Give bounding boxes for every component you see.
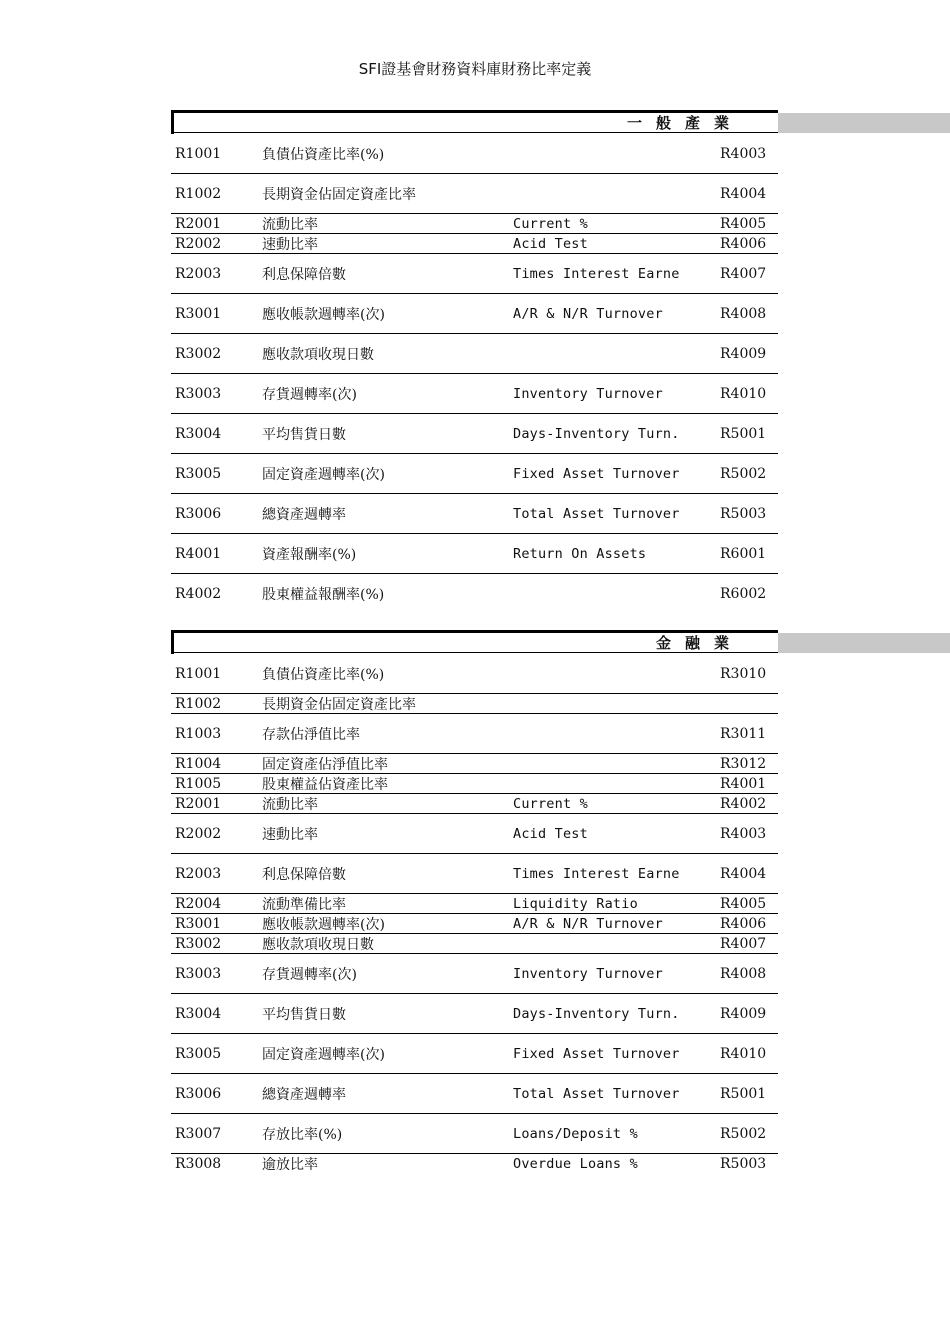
table-row <box>0 174 950 214</box>
table-row <box>0 814 950 854</box>
ratio-name-zh: 利息保障倍數 <box>262 867 346 883</box>
ratio-code: R3002 <box>175 936 222 952</box>
ratio-code: R2001 <box>175 216 222 232</box>
header-shade <box>778 113 950 133</box>
ratio-code: R3006 <box>175 1086 222 1102</box>
ratio-code: R1002 <box>175 186 222 202</box>
ratio-ref-code: R4010 <box>720 386 767 402</box>
ratio-name-en: Fixed Asset Turnover <box>513 466 680 482</box>
ratio-ref-code: R4008 <box>720 966 767 982</box>
ratio-name-en: Current % <box>513 216 588 232</box>
ratio-name-en: A/R & N/R Turnover <box>513 916 663 932</box>
ratio-name-zh: 負債佔資產比率(%) <box>262 667 385 683</box>
table-row <box>0 714 950 754</box>
table-row <box>0 414 950 454</box>
ratio-code: R1002 <box>175 696 222 712</box>
ratio-name-en: Acid Test <box>513 826 588 842</box>
table-row <box>0 374 950 414</box>
ratio-code: R3002 <box>175 346 222 362</box>
ratio-code: R2002 <box>175 236 222 252</box>
ratio-name-zh: 逾放比率 <box>262 1157 318 1173</box>
ratio-name-zh: 應收款項收現日數 <box>262 347 374 363</box>
ratio-ref-code: R4007 <box>720 266 767 282</box>
ratio-code: R2004 <box>175 896 222 912</box>
ratio-ref-code: R5001 <box>720 1086 767 1102</box>
table-row <box>0 1034 950 1074</box>
table-row <box>0 994 950 1034</box>
ratio-ref-code: R4003 <box>720 146 767 162</box>
table-row <box>0 494 950 534</box>
ratio-ref-code: R4007 <box>720 936 767 952</box>
ratio-ref-code: R4006 <box>720 916 767 932</box>
ratio-name-zh: 長期資金佔固定資產比率 <box>262 697 416 713</box>
ratio-name-en: Total Asset Turnover <box>513 506 680 522</box>
ratio-name-zh: 流動比率 <box>262 797 318 813</box>
ratio-name-en: Current % <box>513 796 588 812</box>
ratio-name-zh: 平均售貨日數 <box>262 427 346 443</box>
ratio-name-zh: 流動比率 <box>262 217 318 233</box>
table-row <box>0 894 950 914</box>
ratio-code: R4002 <box>175 586 222 602</box>
ratio-name-zh: 平均售貨日數 <box>262 1007 346 1023</box>
table-row <box>0 774 950 794</box>
ratio-name-zh: 存貨週轉率(次) <box>262 387 357 403</box>
ratio-ref-code: R4002 <box>720 796 767 812</box>
ratio-name-zh: 長期資金佔固定資產比率 <box>262 187 416 203</box>
table-row <box>0 854 950 894</box>
ratio-name-en: Liquidity Ratio <box>513 896 638 912</box>
ratio-ref-code: R5002 <box>720 1126 767 1142</box>
ratio-ref-code: R4005 <box>720 216 767 232</box>
ratio-name-zh: 固定資產週轉率(次) <box>262 467 385 483</box>
ratio-name-en: Total Asset Turnover <box>513 1086 680 1102</box>
ratio-ref-code: R5003 <box>720 1156 767 1172</box>
ratio-code: R3003 <box>175 386 222 402</box>
ratio-code: R4001 <box>175 546 222 562</box>
table-row <box>0 1074 950 1114</box>
ratio-ref-code: R4004 <box>720 866 767 882</box>
section-general-industry <box>0 110 950 614</box>
table-row <box>0 754 950 774</box>
ratio-name-zh: 應收帳款週轉率(次) <box>262 307 385 323</box>
ratio-ref-code: R5002 <box>720 466 767 482</box>
table-row <box>0 294 950 334</box>
ratio-ref-code: R4008 <box>720 306 767 322</box>
ratio-name-en: A/R & N/R Turnover <box>513 306 663 322</box>
ratio-code: R1001 <box>175 146 222 162</box>
ratio-ref-code: R4001 <box>720 776 767 792</box>
table-row <box>0 254 950 294</box>
table-row <box>0 334 950 374</box>
ratio-name-zh: 利息保障倍數 <box>262 267 346 283</box>
ratio-code: R3005 <box>175 466 222 482</box>
ratio-ref-code: R5001 <box>720 426 767 442</box>
ratio-ref-code: R4003 <box>720 826 767 842</box>
table-row <box>0 134 950 174</box>
table-row <box>0 654 950 694</box>
ratio-name-zh: 總資產週轉率 <box>262 507 346 523</box>
ratio-name-zh: 速動比率 <box>262 237 318 253</box>
table-row <box>0 794 950 814</box>
section-title: 金融業 <box>655 634 743 652</box>
ratio-name-en: Times Interest Earne <box>513 866 680 882</box>
table-row <box>0 914 950 934</box>
section-financial-industry <box>0 630 950 1174</box>
ratio-code: R2002 <box>175 826 222 842</box>
ratio-code: R1001 <box>175 666 222 682</box>
ratio-name-zh: 固定資產週轉率(次) <box>262 1047 385 1063</box>
section-header <box>0 630 950 654</box>
header-left-rule <box>171 630 174 654</box>
ratio-ref-code: R4005 <box>720 896 767 912</box>
table-row <box>0 234 950 254</box>
ratio-name-en: Return On Assets <box>513 546 647 562</box>
table-row <box>0 934 950 954</box>
table-row <box>0 454 950 494</box>
ratio-code: R1004 <box>175 756 222 772</box>
ratio-ref-code: R4009 <box>720 346 767 362</box>
ratio-name-en: Overdue Loans % <box>513 1156 638 1172</box>
section-header <box>0 110 950 134</box>
ratio-name-zh: 流動準備比率 <box>262 897 346 913</box>
ratio-code: R3003 <box>175 966 222 982</box>
ratio-name-en: Acid Test <box>513 236 588 252</box>
ratio-code: R3008 <box>175 1156 222 1172</box>
ratio-code: R1005 <box>175 776 222 792</box>
ratio-ref-code: R4010 <box>720 1046 767 1062</box>
ratio-code: R3004 <box>175 426 222 442</box>
table-row <box>0 954 950 994</box>
ratio-name-zh: 資產報酬率(%) <box>262 547 357 563</box>
ratio-code: R1003 <box>175 726 222 742</box>
table-row <box>0 574 950 614</box>
ratio-code: R3001 <box>175 306 222 322</box>
ratio-name-en: Days-Inventory Turn. <box>513 426 680 442</box>
ratio-name-en: Fixed Asset Turnover <box>513 1046 680 1062</box>
table-row <box>0 1154 950 1174</box>
ratio-name-zh: 存款佔淨值比率 <box>262 727 360 743</box>
ratio-name-en: Inventory Turnover <box>513 966 663 982</box>
ratio-name-zh: 速動比率 <box>262 827 318 843</box>
ratio-ref-code: R4009 <box>720 1006 767 1022</box>
ratio-code: R3001 <box>175 916 222 932</box>
ratio-name-zh: 股東權益佔資產比率 <box>262 777 388 793</box>
ratio-ref-code: R3010 <box>720 666 767 682</box>
ratio-table <box>0 134 950 614</box>
header-shade <box>778 633 950 653</box>
ratio-code: R3007 <box>175 1126 222 1142</box>
ratio-name-zh: 負債佔資產比率(%) <box>262 147 385 163</box>
table-row <box>0 694 950 714</box>
ratio-code: R2003 <box>175 266 222 282</box>
ratio-name-zh: 應收款項收現日數 <box>262 937 374 953</box>
ratio-ref-code: R5003 <box>720 506 767 522</box>
ratio-name-zh: 固定資產佔淨值比率 <box>262 757 388 773</box>
ratio-name-en: Inventory Turnover <box>513 386 663 402</box>
ratio-name-en: Times Interest Earne <box>513 266 680 282</box>
ratio-code: R2001 <box>175 796 222 812</box>
ratio-code: R3005 <box>175 1046 222 1062</box>
ratio-name-zh: 總資產週轉率 <box>262 1087 346 1103</box>
ratio-ref-code: R4004 <box>720 186 767 202</box>
ratio-name-zh: 存放比率(%) <box>262 1127 343 1143</box>
ratio-ref-code: R6002 <box>720 586 767 602</box>
ratio-name-zh: 存貨週轉率(次) <box>262 967 357 983</box>
ratio-ref-code: R3012 <box>720 756 767 772</box>
table-row <box>0 534 950 574</box>
table-row <box>0 1114 950 1154</box>
ratio-name-zh: 應收帳款週轉率(次) <box>262 917 385 933</box>
ratio-code: R2003 <box>175 866 222 882</box>
ratio-name-en: Days-Inventory Turn. <box>513 1006 680 1022</box>
ratio-ref-code: R4006 <box>720 236 767 252</box>
ratio-ref-code: R3011 <box>720 726 767 742</box>
ratio-code: R3006 <box>175 506 222 522</box>
section-title: 一般產業 <box>626 114 743 132</box>
header-left-rule <box>171 110 174 134</box>
ratio-name-en: Loans/Deposit % <box>513 1126 638 1142</box>
ratio-name-zh: 股東權益報酬率(%) <box>262 587 385 603</box>
ratio-ref-code: R6001 <box>720 546 767 562</box>
page-title: SFI證基會財務資料庫財務比率定義 <box>358 60 592 78</box>
table-row <box>0 214 950 234</box>
ratio-code: R3004 <box>175 1006 222 1022</box>
ratio-table <box>0 654 950 1174</box>
